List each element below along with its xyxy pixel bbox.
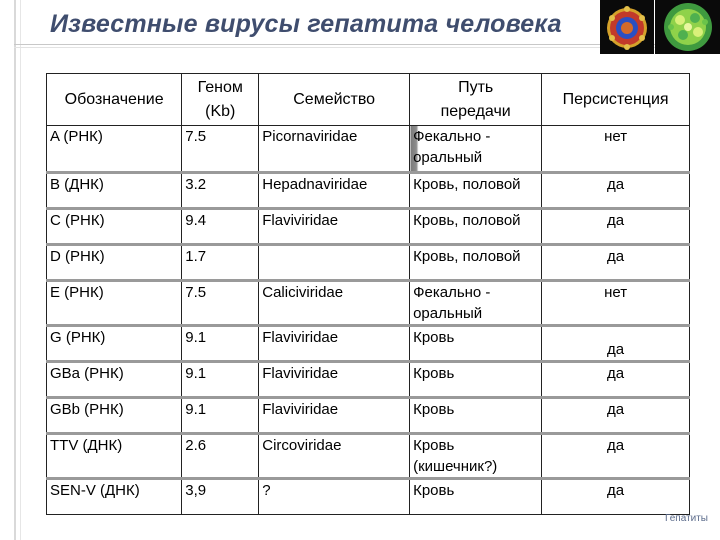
cell-family: Flaviviridae bbox=[259, 209, 410, 245]
slide-title: Известные вирусы гепатита человека bbox=[50, 10, 562, 38]
virus-model-red-blue-icon bbox=[600, 0, 654, 54]
virus-model-green-icon bbox=[655, 0, 720, 54]
cell-family: Flaviviridae bbox=[259, 362, 410, 398]
cell-name: GBb (РНК) bbox=[47, 398, 182, 434]
cell-family: Circoviridae bbox=[259, 434, 410, 479]
table-row bbox=[47, 362, 690, 398]
header-genome-line2: (Kb) bbox=[205, 102, 236, 120]
cell-genome: 9.1 bbox=[182, 398, 259, 434]
cell-persistence: да bbox=[542, 326, 690, 362]
header-name: Обозначение bbox=[47, 74, 182, 126]
cell-route bbox=[410, 281, 542, 326]
cell-persistence: да bbox=[542, 245, 690, 281]
cell-route: Кровь bbox=[410, 362, 542, 398]
cell-name: C (РНК) bbox=[47, 209, 182, 245]
cell-route-line1: Фекально - bbox=[413, 128, 491, 145]
cell-route: Кровь bbox=[410, 398, 542, 434]
cell-route-line2: оральный bbox=[413, 149, 483, 166]
cell-route-line2: оральный bbox=[413, 305, 483, 322]
cell-route bbox=[410, 126, 542, 173]
cell-genome: 3,9 bbox=[182, 479, 259, 515]
header-genome-line1: Геном bbox=[197, 78, 243, 96]
guide-line-left-thin bbox=[20, 0, 21, 540]
cell-route-line2: (кишечник?) bbox=[413, 458, 498, 475]
cell-genome: 9.4 bbox=[182, 209, 259, 245]
cell-route: Кровь, половой bbox=[410, 245, 542, 281]
cell-family bbox=[259, 245, 410, 281]
table-row bbox=[47, 434, 690, 479]
cell-family: Caliciviridae bbox=[259, 281, 410, 326]
cell-route: Кровь, половой bbox=[410, 173, 542, 209]
cell-name: SEN-V (ДНК) bbox=[47, 479, 182, 515]
cell-genome: 1.7 bbox=[182, 245, 259, 281]
table-row bbox=[47, 479, 690, 515]
table-row bbox=[47, 326, 690, 362]
header-route bbox=[410, 74, 542, 126]
cell-genome: 2.6 bbox=[182, 434, 259, 479]
cell-route-line1: Фекально - bbox=[413, 284, 491, 301]
slide-footer: Гепатиты bbox=[665, 513, 708, 524]
table-row bbox=[47, 126, 690, 173]
table-row bbox=[47, 281, 690, 326]
cell-name: D (РНК) bbox=[47, 245, 182, 281]
table-row bbox=[47, 398, 690, 434]
table-row bbox=[47, 245, 690, 281]
guide-line-left bbox=[14, 0, 16, 540]
cell-family: ? bbox=[259, 479, 410, 515]
cell-route: Кровь, половой bbox=[410, 209, 542, 245]
cell-route: Кровь bbox=[410, 479, 542, 515]
cell-name: E (РНК) bbox=[47, 281, 182, 326]
table-header-row bbox=[47, 74, 690, 126]
cell-family: Hepadnaviridae bbox=[259, 173, 410, 209]
header-family: Семейство bbox=[259, 74, 410, 126]
cell-route: Кровь bbox=[410, 326, 542, 362]
cell-genome: 9.1 bbox=[182, 326, 259, 362]
header-route-line1: Путь bbox=[458, 78, 494, 96]
cell-family: Flaviviridae bbox=[259, 326, 410, 362]
cell-name: B (ДНК) bbox=[47, 173, 182, 209]
cell-route bbox=[410, 434, 542, 479]
cell-name: GBa (РНК) bbox=[47, 362, 182, 398]
cell-genome: 3.2 bbox=[182, 173, 259, 209]
cell-persistence: да bbox=[542, 209, 690, 245]
table-row bbox=[47, 209, 690, 245]
cell-family: Flaviviridae bbox=[259, 398, 410, 434]
hepatitis-viruses-table bbox=[46, 73, 690, 503]
cell-name: A (РНК) bbox=[47, 126, 182, 173]
cell-persistence: да bbox=[542, 434, 690, 479]
cell-persistence: да bbox=[542, 362, 690, 398]
cell-genome: 7.5 bbox=[182, 281, 259, 326]
cell-name: G (РНК) bbox=[47, 326, 182, 362]
cell-name: TTV (ДНК) bbox=[47, 434, 182, 479]
table-row bbox=[47, 173, 690, 209]
cell-persistence: нет bbox=[542, 126, 690, 173]
cell-family: Picornaviridae bbox=[259, 126, 410, 173]
cell-genome: 7.5 bbox=[182, 126, 259, 173]
cell-route-line1: Кровь bbox=[413, 437, 455, 454]
cell-persistence: да bbox=[542, 173, 690, 209]
header-persistence: Персистенция bbox=[542, 74, 690, 126]
cell-persistence: да bbox=[542, 398, 690, 434]
cell-persistence: нет bbox=[542, 281, 690, 326]
header-genome bbox=[182, 74, 259, 126]
cell-genome: 9.1 bbox=[182, 362, 259, 398]
cell-persistence: да bbox=[542, 479, 690, 515]
header-route-line2: передачи bbox=[440, 102, 511, 120]
